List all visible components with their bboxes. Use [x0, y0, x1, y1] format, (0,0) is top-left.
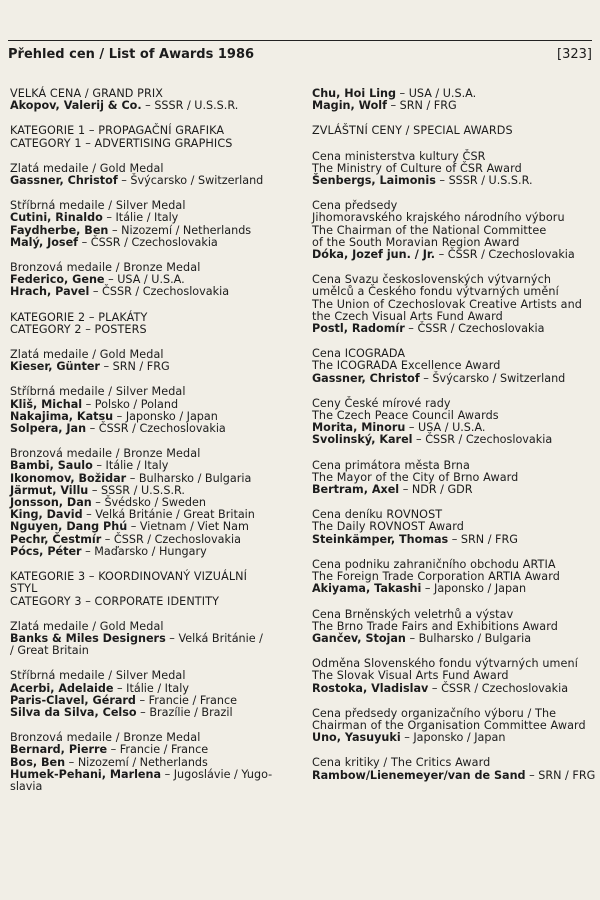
award-category-label: the Czech Visual Arts Fund Award — [312, 309, 503, 323]
award-category-label: VELKÁ CENA / GRAND PRIX — [10, 87, 164, 100]
award-category-label: Ceny České mírové rady — [312, 396, 451, 410]
award-category-label: Cena deníku ROVNOST — [312, 508, 443, 522]
winner-line: Uno, Yasuyuki – Japonsko / Japan — [312, 731, 506, 745]
winner-line: Svolinský, Karel – ČSSR / Czechoslovakia — [312, 433, 553, 447]
winner-line: Gassner, Christof – Švýcarsko / Switzerland — [312, 371, 566, 385]
winner-line: Dóka, Jozef jun. / Jr. – ČSSR / Czechoslovakia — [312, 248, 575, 262]
award-entry — [10, 163, 300, 187]
award-category-label: CATEGORY 1 – ADVERTISING GRAPHICS — [10, 136, 233, 150]
award-entry — [312, 274, 600, 335]
award-category-label: umělců a Českého fondu výtvarných umění — [312, 285, 559, 299]
award-category-label: Cena primátora města Brna — [312, 458, 470, 472]
award-category-label: of the South Moravian Region Award — [312, 235, 520, 249]
award-category-label: Cena ministerstva kultury ČSR — [312, 149, 486, 163]
award-entry — [312, 708, 600, 745]
winner-line: Rostoka, Vladislav – ČSSR / Czechoslovakia — [312, 681, 569, 695]
winner-line: Bertram, Axel – NDR / GDR — [312, 483, 473, 497]
winner-line: Steinkämper, Thomas – SRN / FRG — [312, 532, 518, 546]
award-category-label: The Daily ROVNOST Award — [312, 520, 464, 534]
award-category-label: Cena Brněnských veletrhů a výstav — [312, 607, 514, 621]
winner-line: Solpera, Jan – ČSSR / Czechoslovakia — [10, 422, 226, 436]
winner-line: Banks & Miles Designers – Velká Británie / — [10, 631, 263, 645]
winner-line: slavia — [10, 779, 43, 793]
award-category-label: Stříbrná medaile / Silver Medal — [10, 385, 186, 399]
award-entry — [10, 386, 300, 435]
award-entry — [10, 670, 300, 719]
winner-line: Humek-Pehani, Marlena – Jugoslávie / Yugo- — [10, 767, 273, 781]
winner-line: Kieser, Günter – SRN / FRG — [10, 360, 170, 374]
winner-line: Federico, Gene – USA / U.S.A. — [10, 273, 185, 287]
award-category-label: Bronzová medaile / Bronze Medal — [10, 731, 201, 745]
winner-line: Nguyen, Dang Phú – Vietnam / Viet Nam — [10, 520, 249, 534]
award-entry — [312, 88, 600, 112]
award-category-label: Zlatá medaile / Gold Medal — [10, 348, 164, 362]
award-category-label: Cena kritiky / The Critics Award — [312, 756, 491, 770]
award-entry — [10, 621, 300, 658]
winner-line: Morita, Minoru – USA / U.S.A. — [312, 421, 486, 435]
award-category-label: The Mayor of the City of Brno Award — [312, 470, 519, 484]
award-category-label: Cena Svazu československých výtvarných — [312, 273, 552, 287]
winner-line: Ikonomov, Božidar – Bulharsko / Bulgaria — [10, 471, 252, 485]
award-entry — [312, 757, 600, 781]
award-entry — [312, 559, 600, 596]
award-category-label: Bronzová medaile / Bronze Medal — [10, 447, 201, 461]
award-entry — [10, 312, 300, 336]
award-category-label: KATEGORIE 2 – PLAKÁTY — [10, 310, 148, 324]
winner-line: Akiyama, Takashi – Japonsko / Japan — [312, 582, 527, 596]
award-entry — [10, 200, 300, 249]
award-category-label: The Ministry of Culture of ČSR Award — [312, 161, 522, 175]
award-category-label: Cena ICOGRADA — [312, 347, 406, 361]
award-entry — [312, 151, 600, 188]
award-entry — [10, 571, 300, 608]
winner-line: Acerbi, Adelaide – Itálie / Italy — [10, 681, 189, 695]
award-entry — [312, 609, 600, 646]
winner-line: Malý, Josef – ČSSR / Czechoslovakia — [10, 235, 218, 249]
winner-line: Bernard, Pierre – Francie / France — [10, 743, 209, 757]
winner-line: Akopov, Valerij & Co. – SSSR / U.S.S.R. — [10, 99, 239, 113]
winner-line: Šenbergs, Laimonis – SSSR / U.S.S.R. — [312, 174, 533, 188]
award-category-label: Zlatá medaile / Gold Medal — [10, 161, 164, 175]
award-category-label: CATEGORY 2 – POSTERS — [10, 322, 147, 336]
winner-line: Gančev, Stojan – Bulharsko / Bulgaria — [312, 631, 532, 645]
winner-line: Gassner, Christof – Švýcarsko / Switzerland — [10, 174, 264, 188]
winner-line: Jonsson, Dan – Švédsko / Sweden — [10, 496, 206, 510]
award-entry — [312, 348, 600, 385]
award-category-label: Stříbrná medaile / Silver Medal — [10, 669, 186, 683]
winner-line: Magin, Wolf – SRN / FRG — [312, 99, 457, 113]
winner-line: Nakajima, Katsu – Japonsko / Japan — [10, 409, 218, 423]
winner-line: Kliš, Michal – Polsko / Poland — [10, 397, 179, 411]
award-category-label: Odměna Slovenského fondu výtvarných umení — [312, 657, 578, 671]
award-category-label: Zlatá medaile / Gold Medal — [10, 619, 164, 633]
winner-line: Bos, Ben – Nizozemí / Netherlands — [10, 755, 208, 769]
award-entry — [312, 509, 600, 546]
winner-line: Hrach, Pavel – ČSSR / Czechoslovakia — [10, 285, 230, 299]
award-entry — [312, 658, 600, 695]
award-category-label: KATEGORIE 3 – KOORDINOVANÝ VIZUÁLNÍ — [10, 570, 248, 584]
winner-line: Bambi, Saulo – Itálie / Italy — [10, 459, 169, 473]
award-entry — [10, 125, 300, 149]
award-category-label: STYL — [10, 582, 38, 596]
award-category-label: Bronzová medaile / Bronze Medal — [10, 261, 201, 275]
award-entry — [10, 262, 300, 299]
winner-line: King, David – Velká Británie / Great Britain — [10, 508, 255, 522]
page-header — [8, 45, 592, 65]
award-entry — [312, 200, 600, 261]
page-title: Přehled cen / List of Awards 1986 — [8, 47, 255, 62]
winner-line: Faydherbe, Ben – Nizozemí / Netherlands — [10, 223, 252, 237]
winner-line: Järmut, Villu – SSSR / U.S.S.R. — [10, 483, 185, 497]
award-category-label: Stříbrná medaile / Silver Medal — [10, 199, 186, 213]
award-category-label: Cena předsedy — [312, 199, 398, 213]
winner-line: Rambow/Lienemeyer/van de Sand – SRN / FRG — [312, 768, 596, 782]
award-entry — [10, 349, 300, 373]
award-category-label: The Chairman of the National Committee — [312, 223, 547, 237]
right-column — [312, 88, 600, 795]
winner-line: Pechr, Čestmír – ČSSR / Czechoslovakia — [10, 532, 241, 546]
award-category-label: The Brno Trade Fairs and Exhibitions Award — [312, 619, 558, 633]
award-category-label: Cena podniku zahraničního obchodu ARTIA — [312, 557, 556, 571]
award-entry — [10, 88, 300, 112]
award-category-label: KATEGORIE 1 – PROPAGAČNÍ GRAFIKA — [10, 124, 225, 138]
award-entry — [312, 460, 600, 497]
award-entry — [10, 448, 300, 558]
award-category-label: CATEGORY 3 – CORPORATE IDENTITY — [10, 594, 219, 608]
winner-line: / Great Britain — [10, 644, 89, 658]
page-number: [323] — [557, 47, 592, 62]
award-category-label: The ICOGRADA Excellence Award — [312, 359, 501, 373]
award-category-label: Cena předsedy organizačního výboru / The — [312, 706, 557, 720]
award-entry — [10, 732, 300, 793]
award-entry — [312, 398, 600, 447]
award-category-label: ZVLÁŠTNÍ CENY / SPECIAL AWARDS — [312, 124, 513, 138]
award-category-label: The Slovak Visual Arts Fund Award — [312, 669, 509, 683]
award-category-label: The Union of Czechoslovak Creative Artists and — [312, 297, 582, 311]
winner-line: Chu, Hoi Ling – USA / U.S.A. — [312, 87, 477, 100]
winner-line: Silva da Silva, Celso – Brazílie / Brazil — [10, 705, 233, 719]
award-category-label: The Czech Peace Council Awards — [312, 409, 499, 423]
left-column — [10, 88, 300, 806]
winner-line: Postl, Radomír – ČSSR / Czechoslovakia — [312, 322, 545, 336]
award-category-label: Jihomoravského krajského národního výboru — [312, 211, 565, 225]
award-category-label: Chairman of the Organisation Committee Award — [312, 718, 586, 732]
award-entry — [312, 125, 600, 137]
winner-line: Paris-Clavel, Gérard – Francie / France — [10, 693, 238, 707]
winner-line: Cutini, Rinaldo – Itálie / Italy — [10, 211, 179, 225]
award-category-label: The Foreign Trade Corporation ARTIA Award — [312, 570, 560, 584]
top-rule — [8, 40, 592, 41]
winner-line: Pócs, Péter – Maďarsko / Hungary — [10, 544, 207, 558]
